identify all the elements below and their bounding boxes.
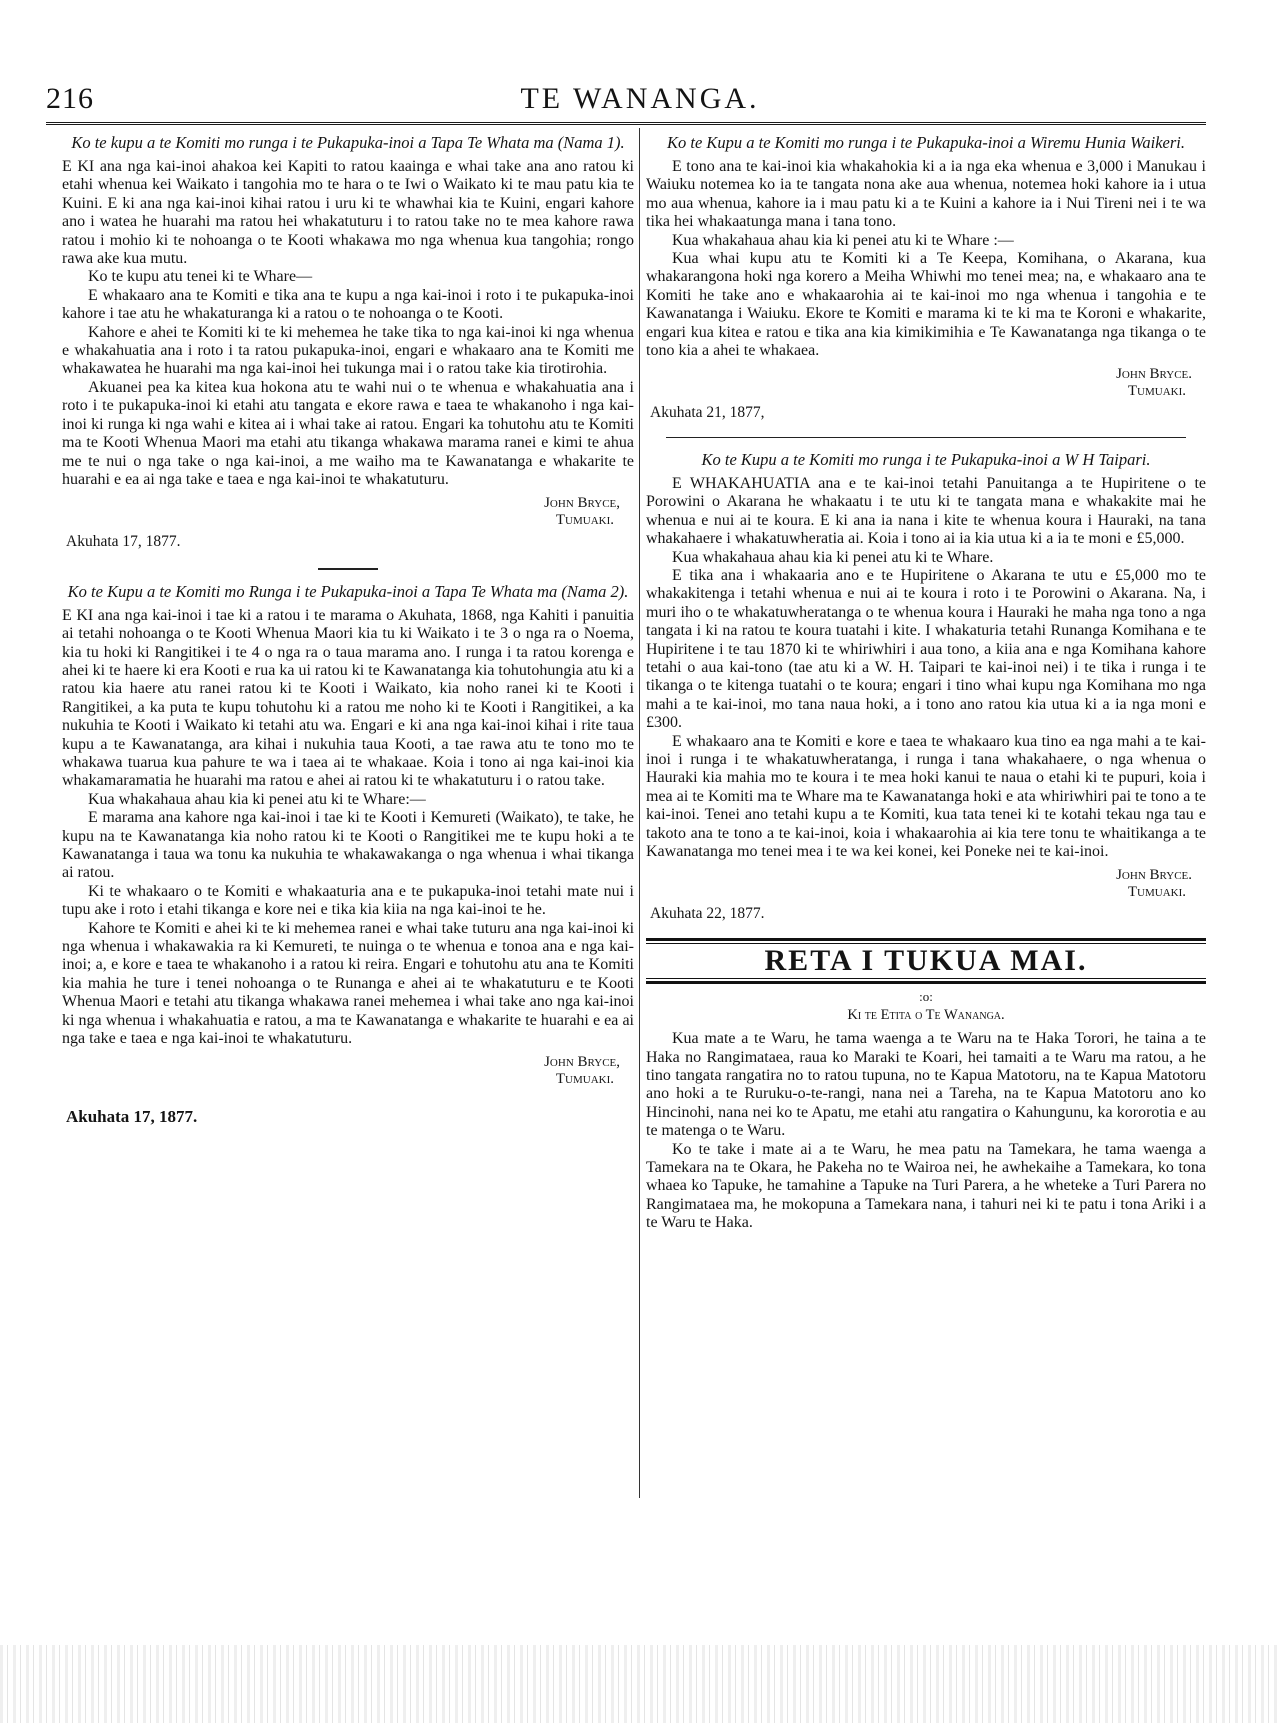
article-paragraph: Ko te kupu atu tenei ki te Whare— bbox=[88, 268, 313, 286]
section-heading: RETA I TUKUA MAI. bbox=[646, 943, 1206, 979]
signature bbox=[62, 495, 620, 529]
article-tapa-te-whata-2 bbox=[62, 582, 634, 1127]
article-tapa-te-whata-1 bbox=[62, 133, 634, 552]
column-divider bbox=[639, 128, 640, 1498]
article-title: Ko te Kupu a te Komiti mo Runga i te Pukapuka-inoi a Tapa Te Whata ma (Nama 2). bbox=[67, 581, 629, 601]
letters-section-header bbox=[646, 938, 1206, 984]
article-separator bbox=[318, 568, 378, 570]
article-paragraph: Kua whakahaua ahau kia ki penei atu ki te Whare. bbox=[672, 548, 994, 566]
signature-title: Tumuaki. bbox=[555, 1071, 614, 1088]
article-paragraph: E KI ana nga kai-inoi i tae ki a ratou i te marama o Akuhata, 1868, nga Kahiti i panuitia ai tetahi nohoanga o te Kooti Whenua Maori kia tu ki Waikato i te 3 o nga ra o Noema, kia tu hoki ki Rangitikei i te 4 o nga ra o taua marama ano. I runga i ta ratou korenga e ahei ki te haere ki era Kooti e rua ka ui ratou ki te Kawanatanga kia tohutohungia atu ki a ratou kia haere atu ranei ratou ki te Kooti i Waikato, kia noho ranei ki te Kooti i Rangitikei, a ka puta te kupu tohutohu ki a ratou me noho ki te Kooti i Rangitikei, a ka nukuhia te Kooti i Waikato ki tetahi atu wa. Engari e ki ana nga kai-inoi kihai i rite taua kupu a te Kawanatanga, ara kihai i nukuhia taua Kooti, a tae rawa atu te tono mo te whakawa tuarua kua pahure te wa i taea ai te whakaae. Koia i tono ai nga kai-inoi kia whakamaramatia he huarahi ma ratou e ahei ai ratou ki te whakatuturu i o ratou take. bbox=[62, 606, 634, 790]
article-paragraph: E whakaaro ana te Komiti e tika ana te kupu a nga kai-inoi i roto i te pukapuka-inoi kahore i tae atu he whakaturanga ki a ratou o te nohoanga o te Kooti. bbox=[62, 286, 634, 323]
article-paragraph: Akuanei pea ka kitea kua hokona atu te wahi nui o te whenua e whakahuatia ana i roto i te pukapuka-inoi ki etahi atu tangata e ekore rawa e taea te whakanoho i nga kai-inoi ki runga ki nga wahi e kitea ai i whai take ai ratou. Engari ka tohutohu atu te Komiti ma te Kooti Whenua Maori ma etahi atu tikanga whakawa marama ranei e kimi te ahua me te nui o nga take o nga kai-inoi, a me waiho ma te Kawanatanga e whakarite te huarahi e ea ai nga take e taea e nga kai-inoi te whakatuturu. bbox=[62, 378, 634, 488]
signature-name: John Bryce. bbox=[1116, 366, 1192, 383]
left-column bbox=[62, 133, 634, 1127]
article-paragraph: Kahore e ahei te Komiti ki te ki mehemea he take tika to nga kai-inoi ki nga whenua e whakahuatia ana i roto i ta ratou pukapuka-inoi, engari e whakaaro ana te Komiti me whakawatea he huarahi ma nga kai-inoi hei tukunga mai i o ratou take kia tirotirohia. bbox=[62, 323, 634, 378]
article-paragraph: Kua whai kupu atu te Komiti ki a Te Keepa, Komihana, o Akarana, kua whakarangona hoki nga korero a Meiha Whiwhi mo tenei mea; na, e whakaaro ana te Komiti he take ano e whakaarohia ai te kai-inoi mo nga whenua i tangohia e te Kawanatanga i Waiuku. Ekore te Komiti e marama ki te ki ma te Koroni e whakarite, engari kua kitea e ratou e tika ana kia kimikimihia e Te Kawanatanga nga tikanga o te tono kia a ahei te whakaea. bbox=[646, 250, 1206, 360]
article-paragraph: E whakaaro ana te Komiti e kore e taea te whakaaro kua tino ea nga mahi a te kai-inoi i runga i te whakatuwheratanga, i runga i tana whakahaere, o nga whenua o Hauraki kia mahia mo te koura i te mea hoki kanui te naua o etahi ki te pupuri, koia i mea ai te Komiti ma te Whare ma te Kawanatanga hoki e ata whiriwhiri pai te tono a te kai-inoi. Tenei ano tetahi kupu a te Komiti, kua tata tenei ki te kotahi tekau nga tau e takoto ana te tono a te kai-inoi, koia i whakaarohia ai kia tere tonu te whaitikanga a te Kawanatanga mo tenei mea i te wa kei konei, kei Poneke nei te kai-inoi. bbox=[646, 732, 1206, 860]
page-number: 216 bbox=[46, 82, 94, 115]
letter-body bbox=[646, 1030, 1206, 1232]
article-title: Ko te Kupu a te Komiti mo runga i te Pukapuka-inoi a Wiremu Hunia Waikeri. bbox=[666, 133, 1186, 152]
page-edge-texture bbox=[0, 1645, 1280, 1723]
masthead-title: TE WANANGA. bbox=[520, 82, 760, 115]
signature bbox=[646, 867, 1192, 901]
article-title: Ko te kupu a te Komiti mo runga i te Pukapuka-inoi a Tapa Te Whata ma (Nama 1). bbox=[71, 133, 625, 152]
article-wiremu-hunia-waikeri bbox=[646, 133, 1206, 423]
section-separator: :o: bbox=[919, 988, 933, 1004]
article-paragraph: E KI ana nga kai-inoi ahakoa kei Kapiti to ratou kaainga e whai take ana ano ratou ki etahi whenua kei Waikato i tangohia mo te hara o te Iwi o Waikato ki te mau patu kia te Kuini. E ki ana nga kai-inoi kihai ratou i uru ki te whawhai kia te Kuini, engari kahore ano i watea he huarahi ma ratou hei whakatuturu i to ratou take no te mea kahore rawa ratou i mohio ki te nohoanga o te Kooti whakawa mo nga whenua kua tangohia; rongo rawa ake kua mutu. bbox=[62, 158, 634, 268]
article-paragraph: Ki te whakaaro o te Komiti e whakaaturia ana e te pukapuka-inoi tetahi mate nui i tupu ake i roto i etahi tikanga e kore nei e tika kia kiia na nga kai-inoi te he. bbox=[62, 882, 634, 919]
article-title: Ko te Kupu a te Komiti mo runga i te Pukapuka-inoi a W H Taipari. bbox=[701, 449, 1151, 469]
article-separator bbox=[666, 437, 1186, 438]
article-paragraph: E marama ana kahore nga kai-inoi i tae ki te Kooti i Kemureti (Waikato), te take, he kupu na te Kawanatanga kia noho ratou ki te Kooti o Rangitikei me te kupu hoki a te Kawanatanga i taua wa tonu ka nukuhia te whakawakanga o nga whenua i whai tikanga ai ratou. bbox=[62, 809, 634, 882]
article-w-h-taipari bbox=[646, 450, 1206, 924]
letter-paragraph: Ko te take i mate ai a te Waru, he mea patu na Tamekara, he tama waenga a Tamekara na te Okara, he Pakeha no te Wairoa nei, he awhekaihe a Tamekara, ko tona whaea ko Tapuke, he tamahine a Tapuke na Turi Parera, a he wheteke a Turi Parera no Rangimataea ma, he mokopuna a Tamekara nana, i tahuri nei ki te patu i tona Ariki i a te Waru te Haka. bbox=[646, 1140, 1206, 1232]
article-paragraph: E WHAKAHUATIA ana e te kai-inoi tetahi Panuitanga a te Hupiritene o te Porowini o Akarana he whakaatu i te utu ki te tangata mana e whakakite mai he whenua e nui ai te koura. E ki ana ia nana i kite te whenua koura i Hauraki, na tana whakahaere i whakatuwheratia ai. Koia i tono ai ia kia utua ki a ia te moni e £5,000. bbox=[646, 474, 1206, 548]
signature-title: Tumuaki. bbox=[555, 512, 614, 529]
signature-name: John Bryce. bbox=[1116, 867, 1192, 884]
signature-name: John Bryce, bbox=[544, 495, 620, 512]
signature bbox=[62, 1054, 620, 1088]
article-paragraph: Kua whakahaua ahau kia ki penei atu ki te Whare :— bbox=[672, 231, 1014, 249]
header-rule bbox=[46, 122, 1206, 125]
right-column bbox=[646, 133, 1206, 1233]
dateline: Akuhata 21, 1877, bbox=[650, 404, 765, 422]
article-paragraph: E tika ana i whakaaria ano e te Hupiritene o Akarana te utu e £5,000 mo te whakakitenga i tetahi whenua e nui ai te koura i roto i te Porowini o Akarana. Na, i muri iho o te whakatuwheratanga o te whenua koura i Hauraki he maha nga tono a nga tangata i ki na ratou te koura tuatahi i kite. I whakaturia tetahi Runanga Komihana e te Hupiritene i te tau 1870 ki te whiriwhiri i aua tono, a kiia ana e nga Komihana kahore tetahi o aua kai-tono (tae atu ki a W. H. Taipari te kai-inoi nei) i te tika i runga i te tikanga o te kitenga tuatahi o te koura; engari i tino whai kupu nga Komihana mo nga mahi a te kai-inoi, mo tana naua hoki, a i tono ano ratou kia utua ki a ia nga moni e £300. bbox=[646, 566, 1206, 732]
article-paragraph: E tono ana te kai-inoi kia whakahokia ki a ia nga eka whenua e 3,000 i Manukau i Waiuku notemea ko ia te tangata nona ake aua whenua, notemea hoki kahore ia i utua mo aua whenua, kahore ia i mau patu ki a te Kuini a kahore ia i Nui Tireni nei i te wa tika hei whakaatunga mana i tana tono. bbox=[646, 158, 1206, 231]
dateline: Akuhata 17, 1877. bbox=[66, 533, 181, 551]
article-paragraph: Kahore te Komiti e ahei ki te ki mehemea ranei e whai take tuturu ana nga kai-inoi ki nga whenua i whakawakia ra ki Kemureti, te nuinga o te whenua e tonoa ana e nga kai-inoi; a, e kore e taea te whakanoho i a ratou ki reira. Engari e tohutohu atu ana te Komiti kia mahia he ture i tenei nohoanga o te Runanga e ahei ai te whakatuturu e te Kooti Whenua Maori e tetahi atu tikanga whakawa ranei mehemea i whai take ano nga kai-inoi ki nga whenua i whakahuatia e ratou, a ma te Kawanatanga e whakarite te huarahi e ea ai nga take e taea e nga kai-inoi te whakatuturu. bbox=[62, 919, 635, 1048]
dateline: Akuhata 17, 1877. bbox=[66, 1107, 198, 1127]
signature-title: Tumuaki. bbox=[1127, 383, 1186, 400]
section-subheading: Ki te Etita o Te Wananga. bbox=[847, 1006, 1005, 1023]
dateline: Akuhata 22, 1877. bbox=[650, 905, 765, 923]
signature bbox=[646, 366, 1192, 400]
letter-paragraph: Kua mate a te Waru, he tama waenga a te Waru na te Haka Torori, he taina a te Haka no Rangimataea, raua ko Maraki te Koari, hei tamaiti a te Waru ma ratou, a he tino tangata rangatira no to ratou tupuna, no te Kapua Matotoru, na te Kapua Matotoru ano hoki a te Ruruku-o-te-rangi, nana nei a Tareha, na te Kapua Matotoru ano ko Hincinohi, nana nei ko te Apatu, me etahi atu rangatira o Kahungunu, ka kororotia e au te matenga o te Waru. bbox=[646, 1030, 1206, 1140]
article-paragraph: Kua whakahaua ahau kia ki penei atu ki te Whare:— bbox=[88, 790, 426, 808]
signature-name: John Bryce, bbox=[544, 1054, 620, 1071]
signature-title: Tumuaki. bbox=[1127, 884, 1186, 901]
